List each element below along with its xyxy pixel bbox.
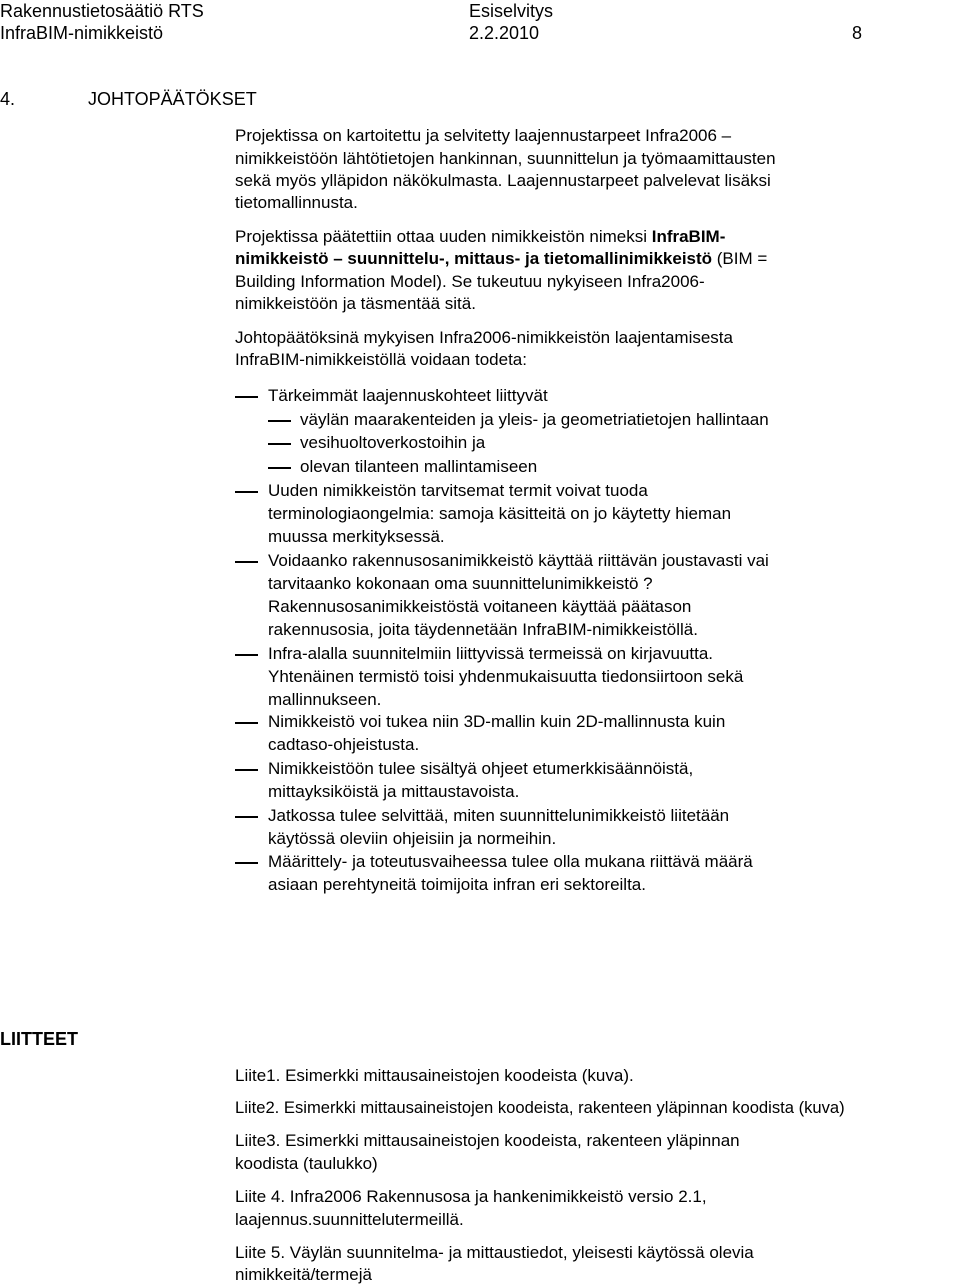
paragraph-2-bold: InfraBIM- [651,227,726,246]
dash-bullet-icon [235,654,258,656]
paragraph-3-line: Johtopäätöksinä mykyisen Infra2006-nimikkeistön laajentamisesta [235,328,733,347]
attachment-item: Liite 4. Infra2006 Rakennusosa ja hankenimikkeistö versio 2.1, [235,1187,707,1206]
header-project: InfraBIM-nimikkeistö [0,23,164,43]
bullet-item-cont: muussa merkityksessä. [268,527,445,546]
header-doc-type: Esiselvitys [469,1,554,21]
attachment-item: Liite3. Esimerkki mittausaineistojen koodeista, rakenteen yläpinnan [235,1131,740,1150]
paragraph-2-text: (BIM = [712,249,768,268]
dash-bullet-icon [268,467,291,469]
attachment-item-cont: koodista (taulukko) [235,1154,378,1173]
paragraph-2-text: Projektissa päätettiin ottaa uuden nimikkeistön nimeksi [235,227,652,246]
sub-bullet-item: väylän maarakenteiden ja yleis- ja geometriatietojen hallintaan [300,410,769,429]
paragraph-1-line: sekä myös ylläpidon näkökulmasta. Laajennustarpeet palvelevat lisäksi [235,171,771,190]
attachment-item-cont: laajennus.suunnittelutermeillä. [235,1210,464,1229]
bullet-item: Nimikkeistöön tulee sisältyä ohjeet etumerkkisäännöistä, [268,759,694,778]
paragraph-1-line: Projektissa on kartoitettu ja selvitetty laajennustarpeet Infra2006 – [235,126,732,145]
paragraph-2-line-2 [235,248,767,271]
dash-bullet-icon [235,862,258,864]
bullet-item-cont: Yhtenäinen termistö toisi yhdenmukaisuutta tiedonsiirtoon sekä [268,667,744,686]
paragraph-2-bold: nimikkeistö – suunnittelu-, mittaus- ja tietomallinimikkeistö [235,249,713,268]
bullet-item-cont: mallinnukseen. [268,690,382,709]
header-org: Rakennustietosäätiö RTS [0,1,204,21]
dash-bullet-icon [268,443,291,445]
bullet-item-cont: Rakennusosanimikkeistöstä voitaneen käyttää päätason [268,597,692,616]
dash-bullet-icon [235,491,258,493]
bullet-item-cont: cadtaso-ohjeistusta. [268,735,420,754]
paragraph-2-line-1 [235,226,725,249]
attachment-item: Liite1. Esimerkki mittausaineistojen koodeista (kuva). [235,1066,634,1085]
bullet-item: Määrittely- ja toteutusvaiheessa tulee olla mukana riittävä määrä [268,852,753,871]
bullet-item-cont: käytössä oleviin ohjeisiin ja normeihin. [268,829,557,848]
dash-bullet-icon [235,816,258,818]
attachment-item: Liite2. Esimerkki mittausaineistojen koodeista, rakenteen yläpinnan koodista (kuva) [235,1098,845,1117]
bullet-item-cont: mittayksiköistä ja mittaustavoista. [268,782,520,801]
sub-bullet-item: olevan tilanteen mallintamiseen [300,457,538,476]
section-number: 4. [0,89,16,109]
dash-bullet-icon [235,396,258,398]
section-title: JOHTOPÄÄTÖKSET [88,89,257,109]
attachment-item-cont: nimikkeitä/termejä [235,1265,372,1284]
header-date: 2.2.2010 [469,23,540,43]
bullet-item: Uuden nimikkeistön tarvitsemat termit voivat tuoda [268,481,648,500]
bullet-item-cont: asiaan perehtyneitä toimijoita infran eri sektoreilta. [268,875,646,894]
attachments-heading: LIITTEET [0,1029,78,1049]
paragraph-1-line: nimikkeistöön lähtötietojen hankinnan, suunnittelun ja työmaamittausten [235,149,776,168]
paragraph-2-line-3: Building Information Model). Se tukeutuu nykyiseen Infra2006- [235,272,705,291]
bullet-item-cont: rakennusosia, joita täydennetään InfraBIM-nimikkeistöllä. [268,620,698,639]
paragraph-2-line-4: nimikkeistöön ja täsmentää sitä. [235,294,476,313]
bullet-item: Jatkossa tulee selvittää, miten suunnittelunimikkeistö liitetään [268,806,730,825]
paragraph-1-line: tietomallinnusta. [235,193,358,212]
bullet-item-cont: terminologiaongelmia: samoja käsitteitä on jo käytetty hieman [268,504,732,523]
dash-bullet-icon [235,769,258,771]
dash-bullet-icon [235,722,258,724]
sub-bullet-item: vesihuoltoverkostoihin ja [300,433,486,452]
bullet-item: Infra-alalla suunnitelmiin liittyvissä termeissä on kirjavuutta. [268,644,714,663]
paragraph-3-line: InfraBIM-nimikkeistöllä voidaan todeta: [235,350,527,369]
bullet-item: Voidaanko rakennusosanimikkeistö käyttää riittävän joustavasti vai [268,551,769,570]
bullet-item-cont: tarvitaanko kokonaan oma suunnittelunimikkeistö ? [268,574,653,593]
bullet-item: Nimikkeistö voi tukea niin 3D-mallin kuin 2D-mallinnusta kuin [268,712,726,731]
attachment-item: Liite 5. Väylän suunnitelma- ja mittaustiedot, yleisesti käytössä olevia [235,1243,754,1262]
header-page-number: 8 [852,23,863,43]
dash-bullet-icon [235,561,258,563]
bullet-item: Tärkeimmät laajennuskohteet liittyvät [268,386,548,405]
dash-bullet-icon [268,420,291,422]
